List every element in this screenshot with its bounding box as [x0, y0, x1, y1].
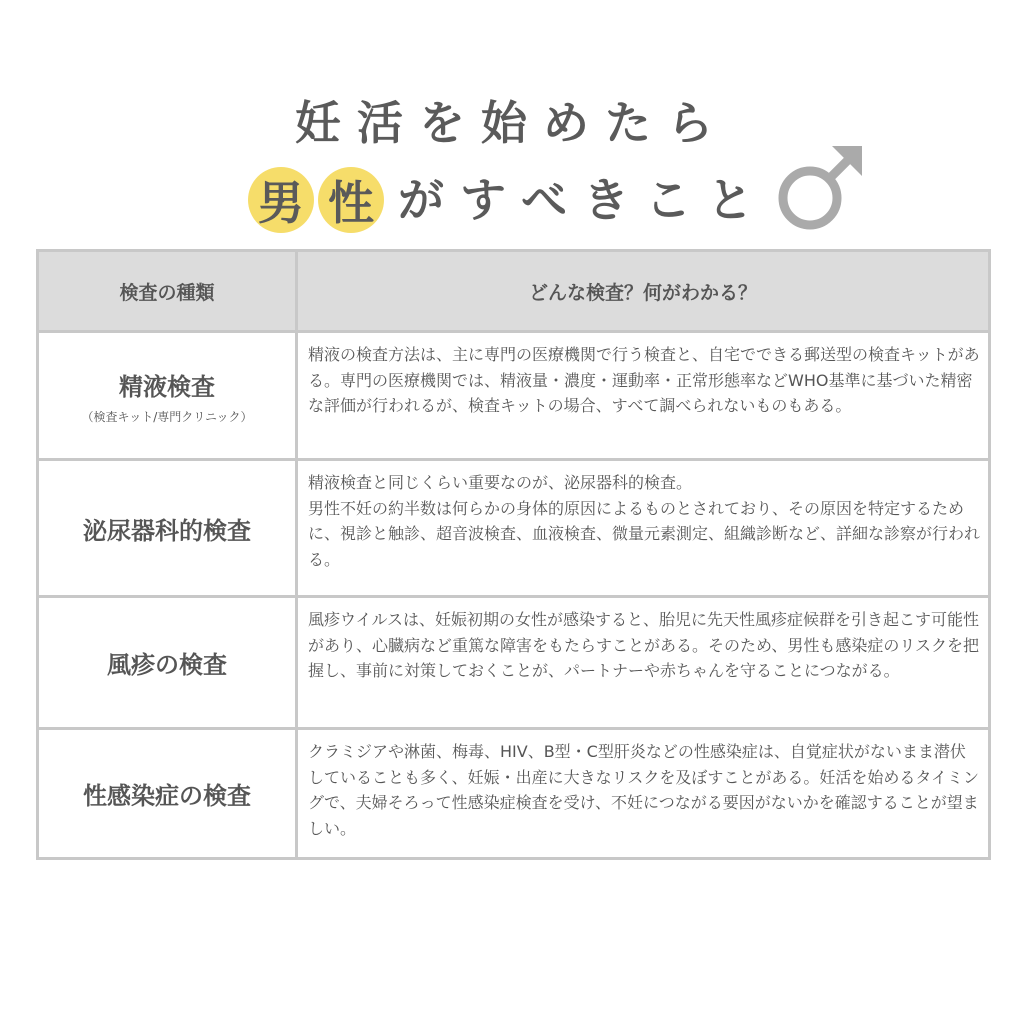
title-line2-rest: がすべきこと: [398, 173, 770, 227]
highlight-char-1: 男: [248, 167, 314, 233]
check-name-sub: （検査キット/専門クリニック）: [81, 409, 253, 424]
title-line2: [248, 158, 769, 242]
check-description: 精液検査と同じくらい重要なのが、泌尿器科的検査。 男性不妊の約半数は何らかの身体的原因によるものとされており、その原因を特定するために、視診と触診、超音波検査、血液検査、微量元素測定、組織診断など、詳細な診察が行われる。: [297, 460, 990, 597]
check-name-cell: [38, 332, 297, 460]
table-row: [38, 597, 990, 729]
header-description: どんな検査？何がわかる？: [297, 251, 990, 332]
table-row: [38, 332, 990, 460]
check-name: 風疹の検査: [107, 651, 227, 679]
check-description: 精液の検査方法は、主に専門の医療機関で行う検査と、自宅でできる郵送型の検査キットがある。専門の医療機関では、精液量・濃度・運動率・正常形態率などWHO基準に基づいた精密な評価が行われるが、検査キットの場合、すべて調べられないものもある。: [297, 332, 990, 460]
check-name-cell: [38, 729, 297, 859]
header-check-type: 検査の種類: [38, 251, 297, 332]
male-symbol-icon: [772, 140, 868, 236]
check-description: クラミジアや淋菌、梅毒、HIV、B型・C型肝炎などの性感染症は、自覚症状がないまま潜伏していることも多く、妊娠・出産に大きなリスクを及ぼすことがある。妊活を始めるタイミングで、夫婦そろって性感染症検査を受け、不妊につながる要因がないかを確認することが望ましい。: [297, 729, 990, 859]
title-line1: 妊活を始めたら: [295, 96, 729, 150]
table-row: [38, 729, 990, 859]
check-name: 泌尿器科的検査: [83, 516, 251, 545]
check-name-cell: [38, 597, 297, 729]
table-row: [38, 460, 990, 597]
check-name: 精液検査: [119, 372, 215, 401]
table-header-row: [38, 251, 990, 332]
check-name-cell: [38, 460, 297, 597]
title-block: [0, 0, 1024, 248]
checks-table: [36, 249, 991, 860]
highlight-char-2: 性: [318, 167, 384, 233]
check-description: 風疹ウイルスは、妊娠初期の女性が感染すると、胎児に先天性風疹症候群を引き起こす可能性があり、心臓病など重篤な障害をもたらすことがある。そのため、男性も感染症のリスクを把握し、事前に対策しておくことが、パートナーや赤ちゃんを守ることにつながる。: [297, 597, 990, 729]
check-name: 性感染症の検査: [83, 782, 251, 810]
